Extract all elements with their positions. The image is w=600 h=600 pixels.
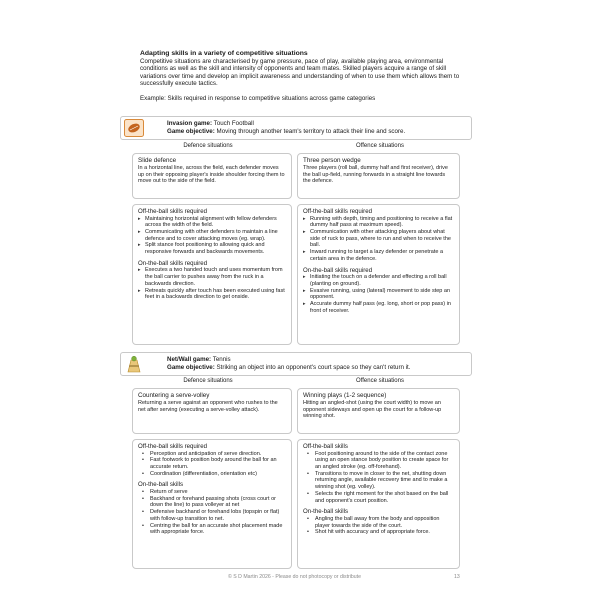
example-caption: Example: Skills required in response to competitive situations across game categories [140, 94, 376, 102]
page-number: 13 [454, 574, 460, 580]
offence-skills-card [297, 439, 460, 569]
off-ball-list [138, 451, 286, 478]
off-ball-heading: Off-the-ball skills required [303, 208, 372, 215]
situation-desc: Hitting an angled-shot (using the court width) to move an opponent sideways and open up the court for a follow-up winning shot. [303, 400, 442, 420]
category-label: Invasion game: [167, 120, 213, 127]
off-ball-list [138, 216, 286, 256]
off-ball-list [303, 451, 454, 505]
on-ball-heading: On-the-ball skills [303, 508, 349, 516]
offence-skills-card [297, 204, 460, 345]
defence-skills-card [132, 204, 292, 345]
on-ball-list [303, 516, 454, 536]
situation-desc: Returning a serve against an opponent who rushes to the net after serving (executing a serve-volley attack). [138, 400, 278, 413]
list-item: ▸ Initiating the touch on a defender and effecting a roll ball (planting on ground). [310, 274, 454, 287]
category-value: Touch Football [213, 120, 254, 127]
intro-paragraph: Competitive situations are characterised by game pressure, pace of play, available playing area, environmental conditions as well as the skill and intensity of opponents and team mates. Skilled players acquire a range of skill variations over time and develop an implicit awareness and understanding of when to use them which allows them to successfully execute tactics. [140, 57, 460, 88]
list-item: ▸ Executes a two handed touch and uses momentum from the ball carrier to pushes away from the ruck in a backwards direction. [145, 267, 286, 287]
intro-section [140, 50, 472, 103]
category-value: Tennis [212, 356, 231, 363]
tennis-court-icon [124, 355, 144, 373]
list-item: • Coordination (differentiation, orientation etc) [150, 471, 286, 478]
situation-title: Winning plays (1-2 sequence) [303, 392, 387, 399]
offence-column-title: Offence situations [356, 143, 404, 149]
list-item: • Angling the ball away from the body and opposition player towards the side of the court. [315, 516, 454, 529]
list-item: • Perception and anticipation of serve direction. [150, 451, 286, 458]
objective-label: Game objective: [167, 364, 215, 371]
list-item: • Foot positioning around to the side of the contact zone using an open stance body position to create space for an angled stroke (eg. off-forehand). [315, 451, 454, 471]
offence-situation-card [297, 153, 460, 199]
off-ball-heading: Off-the-ball skills [303, 443, 348, 450]
invasion-game-header [120, 116, 472, 140]
list-item: • Backhand or forehand passing shots (cross court or down the line) to pass volleyer at net [150, 496, 286, 509]
list-item: ▸ Communication with other attacking players about what side of ruck to pass, where to run and when to receive the ball. [310, 229, 454, 249]
off-ball-heading: Off-the-ball skills required [138, 443, 207, 450]
copyright-footer: © S D Martin 2026 - Please do not photocopy or distribute [228, 574, 362, 580]
list-item: ▸ Maintaining horizontal alignment with fellow defenders across the width of the field. [145, 216, 286, 229]
situation-desc: Three players (roll ball, dummy half and first receiver), drive the ball up-field, running forwards in a straight line towards the defence. [303, 165, 448, 185]
list-item: ▸ Communicating with other defenders to maintain a line defence and to cover attacking moves (eg. wrap). [145, 229, 286, 242]
on-ball-heading: On-the-ball skills required [303, 266, 373, 274]
situation-desc: In a horizontal line, across the field, each defender moves up on their opposing player's inside shoulder forcing them to move out to the side of the field. [138, 165, 285, 185]
invasion-game-text [167, 120, 405, 136]
objective-value: Moving through another team's territory to attack their line and score. [216, 128, 406, 135]
objective-value: Striking an object into an opponent's court space so they can't return it. [216, 364, 411, 371]
on-ball-list [138, 489, 286, 536]
defence-situation-card [132, 153, 292, 199]
list-item: • Return of serve [150, 489, 286, 496]
situation-title: Slide defence [138, 157, 177, 164]
offence-situation-card [297, 388, 460, 434]
defence-column-title: Defence situations [183, 143, 233, 149]
offence-column-title: Offence situations [356, 378, 404, 384]
on-ball-list [303, 274, 454, 314]
objective-label: Game objective: [167, 128, 215, 135]
list-item: ▸ Split stance foot positioning to allowing quick and responsive forwards and backwards movements. [145, 242, 286, 255]
list-item: • Selects the right moment for the shot based on the ball and opponent's court position. [315, 491, 454, 504]
situation-title: Countering a serve-volley [138, 392, 210, 399]
list-item: • Shot hit with accuracy and of appropriate force. [315, 529, 454, 536]
list-item: ▸ Inward running to target a lazy defender or penetrate a certain area in the defence. [310, 249, 454, 262]
defence-skills-card [132, 439, 292, 569]
defence-situation-card [132, 388, 292, 434]
off-ball-heading: Off-the-ball skills required [138, 208, 207, 215]
list-item: • Defensive backhand or forehand lobs (topspin or flat) with follow-up transition to net. [150, 509, 286, 522]
situation-title: Three person wedge [303, 157, 361, 164]
on-ball-heading: On-the-ball skills required [138, 259, 208, 267]
off-ball-list [303, 216, 454, 263]
list-item: • Transitions to move in closer to the net, shutting down returning angle, available recovery time and to make a winning shot (eg. volley). [315, 471, 454, 491]
section-heading: Adapting skills in a variety of competitive situations [140, 50, 308, 57]
list-item: ▸ Accurate dummy half pass (eg. long, short or pop pass) in front of receiver. [310, 301, 454, 314]
list-item: ▸ Evasive running, using (lateral) movement to side step an opponent. [310, 288, 454, 301]
list-item: • Centring the ball for an accurate shot placement made with appropriate force. [150, 523, 286, 536]
defence-column-title: Defence situations [183, 378, 233, 384]
list-item: ▸ Running with depth, timing and positioning to receive a flat dummy half pass at maximum speed). [310, 216, 454, 229]
on-ball-heading: On-the-ball skills [138, 481, 184, 489]
on-ball-list [138, 267, 286, 301]
list-item: ▸ Retreats quickly after touch has been executed using fast feet in a backwards direction to get onside. [145, 288, 286, 301]
netwall-game-text [167, 356, 411, 372]
category-label: Net/Wall game: [167, 356, 212, 363]
netwall-game-header [120, 352, 472, 376]
list-item: • Fast footwork to position body around the ball for an accurate return. [150, 457, 286, 470]
football-field-icon [124, 119, 144, 137]
